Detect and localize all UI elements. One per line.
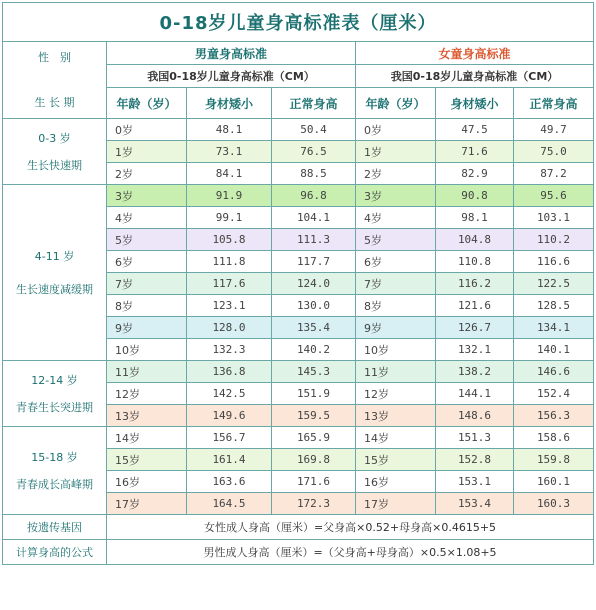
girl-age-cell: 10岁 bbox=[356, 339, 436, 361]
girl-normal-cell: 159.8 bbox=[514, 449, 594, 471]
stage-range: 12-14 岁 bbox=[31, 373, 78, 387]
boy-age-cell: 1岁 bbox=[107, 141, 187, 163]
girl-short-cell: 121.6 bbox=[436, 295, 514, 317]
boy-short-cell: 105.8 bbox=[187, 229, 272, 251]
formula-row-male bbox=[3, 540, 594, 565]
girl-short-cell: 110.8 bbox=[436, 251, 514, 273]
girl-short-cell: 104.8 bbox=[436, 229, 514, 251]
boy-short-cell: 73.1 bbox=[187, 141, 272, 163]
boy-age-cell: 13岁 bbox=[107, 405, 187, 427]
girl-standard-subheader: 我国0-18岁儿童身高标准（CM） bbox=[356, 65, 594, 88]
girl-normal-cell: 146.6 bbox=[514, 361, 594, 383]
girl-age-cell: 17岁 bbox=[356, 493, 436, 515]
boy-age-cell: 16岁 bbox=[107, 471, 187, 493]
girl-normal-cell: 110.2 bbox=[514, 229, 594, 251]
girl-normal-cell: 160.1 bbox=[514, 471, 594, 493]
boy-age-cell: 12岁 bbox=[107, 383, 187, 405]
boy-normal-cell: 140.2 bbox=[272, 339, 356, 361]
girl-short-cell: 138.2 bbox=[436, 361, 514, 383]
girl-normal-cell: 158.6 bbox=[514, 427, 594, 449]
girl-normal-cell: 87.2 bbox=[514, 163, 594, 185]
boy-short-cell: 156.7 bbox=[187, 427, 272, 449]
table-row bbox=[3, 119, 594, 141]
stage-range: 0-3 岁 bbox=[38, 131, 71, 145]
stage-name: 生长快速期 bbox=[27, 158, 82, 172]
girl-age-cell: 12岁 bbox=[356, 383, 436, 405]
boy-standard-header: 男童身高标准 bbox=[107, 42, 356, 65]
girl-age-cell: 8岁 bbox=[356, 295, 436, 317]
girl-age-cell: 4岁 bbox=[356, 207, 436, 229]
boy-short-cell: 149.6 bbox=[187, 405, 272, 427]
boy-normal-cell: 111.3 bbox=[272, 229, 356, 251]
boy-short-cell: 128.0 bbox=[187, 317, 272, 339]
boy-short-cell: 142.5 bbox=[187, 383, 272, 405]
table-row bbox=[3, 361, 594, 383]
boy-normal-cell: 171.6 bbox=[272, 471, 356, 493]
girl-normal-cell: 160.3 bbox=[514, 493, 594, 515]
girl-normal-cell: 103.1 bbox=[514, 207, 594, 229]
stage-name: 青春生长突进期 bbox=[16, 400, 93, 414]
stage-range: 15-18 岁 bbox=[31, 450, 78, 464]
boy-age-cell: 7岁 bbox=[107, 273, 187, 295]
boy-normal-cell: 159.5 bbox=[272, 405, 356, 427]
stage-name: 生长速度减缓期 bbox=[16, 282, 93, 296]
girl-age-cell: 16岁 bbox=[356, 471, 436, 493]
gender-label: 性 别 bbox=[38, 51, 71, 64]
girl-age-cell: 7岁 bbox=[356, 273, 436, 295]
girl-short-cell: 47.5 bbox=[436, 119, 514, 141]
col-short-girl: 身材矮小 bbox=[436, 88, 514, 119]
girl-normal-cell: 122.5 bbox=[514, 273, 594, 295]
girl-normal-cell: 152.4 bbox=[514, 383, 594, 405]
girl-age-cell: 1岁 bbox=[356, 141, 436, 163]
girl-short-cell: 98.1 bbox=[436, 207, 514, 229]
col-age-boy: 年龄（岁） bbox=[107, 88, 187, 119]
page-title: 0-18岁儿童身高标准表（厘米） bbox=[3, 3, 594, 42]
boy-short-cell: 84.1 bbox=[187, 163, 272, 185]
girl-age-cell: 0岁 bbox=[356, 119, 436, 141]
girl-short-cell: 132.1 bbox=[436, 339, 514, 361]
boy-normal-cell: 135.4 bbox=[272, 317, 356, 339]
stage-cell bbox=[3, 119, 107, 185]
boy-short-cell: 164.5 bbox=[187, 493, 272, 515]
boy-normal-cell: 104.1 bbox=[272, 207, 356, 229]
girl-short-cell: 90.8 bbox=[436, 185, 514, 207]
girl-short-cell: 153.1 bbox=[436, 471, 514, 493]
boy-age-cell: 5岁 bbox=[107, 229, 187, 251]
boy-short-cell: 48.1 bbox=[187, 119, 272, 141]
girl-age-cell: 11岁 bbox=[356, 361, 436, 383]
girl-short-cell: 82.9 bbox=[436, 163, 514, 185]
girl-age-cell: 3岁 bbox=[356, 185, 436, 207]
boy-age-cell: 14岁 bbox=[107, 427, 187, 449]
boy-short-cell: 136.8 bbox=[187, 361, 272, 383]
girl-standard-header: 女童身高标准 bbox=[356, 42, 594, 65]
boy-age-cell: 2岁 bbox=[107, 163, 187, 185]
boy-standard-subheader: 我国0-18岁儿童身高标准（CM） bbox=[107, 65, 356, 88]
boy-normal-cell: 96.8 bbox=[272, 185, 356, 207]
boy-age-cell: 3岁 bbox=[107, 185, 187, 207]
girl-normal-cell: 116.6 bbox=[514, 251, 594, 273]
boy-normal-cell: 117.7 bbox=[272, 251, 356, 273]
stage-name: 青春成长高峰期 bbox=[16, 477, 93, 491]
girl-age-cell: 13岁 bbox=[356, 405, 436, 427]
boy-age-cell: 15岁 bbox=[107, 449, 187, 471]
girl-normal-cell: 156.3 bbox=[514, 405, 594, 427]
girl-normal-cell: 95.6 bbox=[514, 185, 594, 207]
stage-cell bbox=[3, 427, 107, 515]
boy-normal-cell: 151.9 bbox=[272, 383, 356, 405]
female-formula: 女性成人身高（厘米）=父身高×0.52+母身高×0.4615+5 bbox=[107, 515, 594, 540]
boy-age-cell: 11岁 bbox=[107, 361, 187, 383]
col-normal-boy: 正常身高 bbox=[272, 88, 356, 119]
height-table-container bbox=[2, 2, 593, 565]
formula-row-female bbox=[3, 515, 594, 540]
girl-short-cell: 71.6 bbox=[436, 141, 514, 163]
boy-normal-cell: 124.0 bbox=[272, 273, 356, 295]
col-age-girl: 年龄（岁） bbox=[356, 88, 436, 119]
boy-normal-cell: 76.5 bbox=[272, 141, 356, 163]
girl-short-cell: 152.8 bbox=[436, 449, 514, 471]
girl-normal-cell: 134.1 bbox=[514, 317, 594, 339]
boy-age-cell: 9岁 bbox=[107, 317, 187, 339]
girl-age-cell: 15岁 bbox=[356, 449, 436, 471]
girl-age-cell: 9岁 bbox=[356, 317, 436, 339]
header-gender-stage bbox=[3, 42, 107, 119]
boy-short-cell: 123.1 bbox=[187, 295, 272, 317]
boy-normal-cell: 88.5 bbox=[272, 163, 356, 185]
girl-age-cell: 2岁 bbox=[356, 163, 436, 185]
boy-normal-cell: 172.3 bbox=[272, 493, 356, 515]
girl-short-cell: 126.7 bbox=[436, 317, 514, 339]
table-row bbox=[3, 427, 594, 449]
girl-age-cell: 5岁 bbox=[356, 229, 436, 251]
boy-short-cell: 161.4 bbox=[187, 449, 272, 471]
boy-normal-cell: 50.4 bbox=[272, 119, 356, 141]
girl-short-cell: 148.6 bbox=[436, 405, 514, 427]
boy-short-cell: 99.1 bbox=[187, 207, 272, 229]
male-formula: 男性成人身高（厘米）=（父身高+母身高）×0.5×1.08+5 bbox=[107, 540, 594, 565]
boy-age-cell: 10岁 bbox=[107, 339, 187, 361]
girl-age-cell: 6岁 bbox=[356, 251, 436, 273]
boy-age-cell: 17岁 bbox=[107, 493, 187, 515]
boy-short-cell: 117.6 bbox=[187, 273, 272, 295]
table-row bbox=[3, 185, 594, 207]
stage-label: 生 长 期 bbox=[34, 96, 75, 109]
height-standard-table bbox=[2, 2, 594, 565]
stage-range: 4-11 岁 bbox=[34, 249, 75, 263]
boy-normal-cell: 130.0 bbox=[272, 295, 356, 317]
boy-age-cell: 4岁 bbox=[107, 207, 187, 229]
formula-label-1: 按遗传基因 bbox=[3, 515, 107, 540]
girl-normal-cell: 128.5 bbox=[514, 295, 594, 317]
col-normal-girl: 正常身高 bbox=[514, 88, 594, 119]
boy-normal-cell: 145.3 bbox=[272, 361, 356, 383]
girl-normal-cell: 140.1 bbox=[514, 339, 594, 361]
girl-short-cell: 151.3 bbox=[436, 427, 514, 449]
girl-normal-cell: 49.7 bbox=[514, 119, 594, 141]
boy-short-cell: 163.6 bbox=[187, 471, 272, 493]
girl-short-cell: 116.2 bbox=[436, 273, 514, 295]
boy-short-cell: 91.9 bbox=[187, 185, 272, 207]
boy-age-cell: 6岁 bbox=[107, 251, 187, 273]
boy-age-cell: 8岁 bbox=[107, 295, 187, 317]
stage-cell bbox=[3, 185, 107, 361]
boy-short-cell: 132.3 bbox=[187, 339, 272, 361]
boy-age-cell: 0岁 bbox=[107, 119, 187, 141]
girl-short-cell: 153.4 bbox=[436, 493, 514, 515]
col-short-boy: 身材矮小 bbox=[187, 88, 272, 119]
boy-short-cell: 111.8 bbox=[187, 251, 272, 273]
boy-normal-cell: 169.8 bbox=[272, 449, 356, 471]
girl-age-cell: 14岁 bbox=[356, 427, 436, 449]
boy-normal-cell: 165.9 bbox=[272, 427, 356, 449]
stage-cell bbox=[3, 361, 107, 427]
formula-label-2: 计算身高的公式 bbox=[3, 540, 107, 565]
girl-normal-cell: 75.0 bbox=[514, 141, 594, 163]
girl-short-cell: 144.1 bbox=[436, 383, 514, 405]
